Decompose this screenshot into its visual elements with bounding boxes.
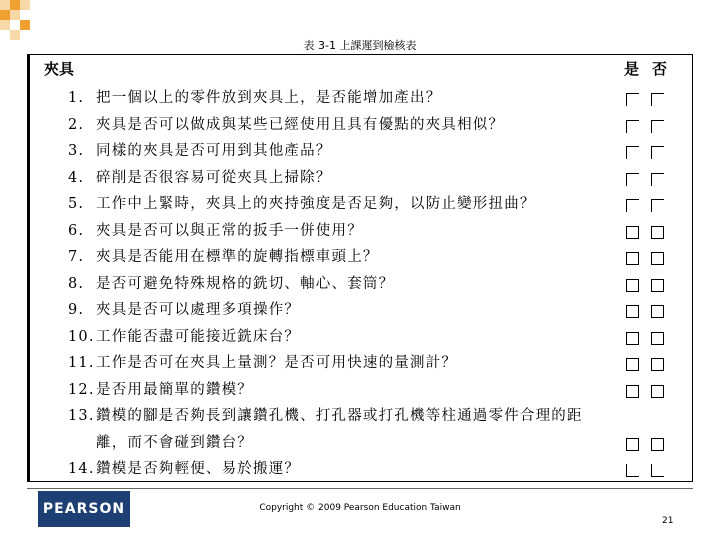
checkbox-no[interactable] — [651, 93, 664, 106]
checkbox-yes[interactable] — [626, 464, 639, 477]
question-text: 工作中上緊時，夾具上的夾持強度是否足夠，以防止變形扭曲？ — [96, 196, 536, 212]
question-item — [68, 192, 536, 213]
question-item — [68, 113, 504, 134]
question-item — [68, 325, 300, 346]
question-number: 14. — [68, 461, 95, 477]
question-item — [68, 457, 300, 478]
question-number: 6. — [68, 222, 85, 239]
checkbox-yes[interactable] — [626, 385, 639, 398]
question-number: 4. — [68, 169, 85, 186]
question-text: 鑽模是否夠輕便、易於搬運？ — [96, 461, 301, 477]
checkbox-no[interactable] — [651, 438, 664, 451]
question-item — [68, 378, 253, 399]
checkbox-no[interactable] — [651, 252, 664, 265]
question-number: 7. — [68, 249, 85, 265]
question-text: 夾具是否可以做成與某些已經使用且具有優點的夾具相似？ — [96, 116, 505, 133]
checkbox-no[interactable] — [651, 226, 664, 239]
question-text: 是否用最簡單的鑽模？ — [96, 381, 253, 398]
question-text: 碎削是否很容易可從夾具上掃除？ — [96, 169, 332, 186]
checkbox-yes[interactable] — [626, 332, 639, 345]
question-text: 夾具是否能用在標準的旋轉指標車頭上？ — [96, 249, 379, 265]
checkbox-no[interactable] — [651, 279, 664, 292]
page-number: 21 — [662, 516, 674, 526]
question-item — [68, 272, 394, 293]
question-item — [68, 219, 363, 240]
question-number: 9. — [68, 302, 85, 318]
checkbox-no[interactable] — [651, 173, 664, 186]
checkbox-yes[interactable] — [626, 93, 639, 106]
question-number: 13. — [68, 408, 95, 424]
question-text: 夾具是否可以與正常的扳手一併使用？ — [96, 222, 363, 239]
question-item — [68, 404, 583, 425]
checkbox-yes[interactable] — [626, 279, 639, 292]
column-yes-header: 是 — [624, 60, 640, 78]
page-title: 表 3-1 上課遲到檢核表 — [303, 39, 417, 52]
checkbox-no[interactable] — [651, 464, 664, 477]
question-item — [68, 166, 332, 187]
checkbox-yes[interactable] — [626, 173, 639, 186]
checkbox-yes[interactable] — [626, 120, 639, 133]
question-number: 11. — [68, 355, 95, 371]
checkbox-yes[interactable] — [626, 199, 639, 212]
checkbox-yes[interactable] — [626, 305, 639, 318]
question-text: 同樣的夾具是否可用到其他產品？ — [96, 143, 332, 159]
question-item — [68, 351, 457, 372]
question-item — [68, 245, 379, 266]
question-text: 工作是否可在夾具上量測？是否可用快速的量測計？ — [96, 355, 458, 371]
question-item — [68, 86, 441, 107]
footer-divider — [27, 488, 693, 489]
question-number: 3. — [68, 143, 85, 159]
checkbox-yes[interactable] — [626, 226, 639, 239]
question-text: 鑽模的腳是否夠長到讓鑽孔機、打孔器或打孔機等柱通過零件合理的距 — [96, 408, 583, 424]
checkbox-no[interactable] — [651, 305, 664, 318]
question-number: 2. — [68, 116, 85, 133]
checkbox-no[interactable] — [651, 358, 664, 371]
checkbox-no[interactable] — [651, 146, 664, 159]
column-no-header: 否 — [652, 60, 668, 78]
checkbox-yes[interactable] — [626, 252, 639, 265]
frame-heading: 夾具 — [44, 60, 75, 78]
question-number: 10. — [68, 328, 95, 345]
question-number: 5. — [68, 196, 85, 212]
question-item — [68, 298, 300, 319]
copyright-text: Copyright © 2009 Pearson Education Taiwan — [259, 503, 461, 513]
question-item — [68, 139, 332, 160]
checkbox-yes[interactable] — [626, 358, 639, 371]
checkbox-no[interactable] — [651, 120, 664, 133]
pearson-logo: PEARSON — [38, 491, 130, 527]
question-text: 是否可避免特殊規格的銑切、軸心、套筒？ — [96, 275, 395, 292]
checkbox-no[interactable] — [651, 385, 664, 398]
question-text: 把一個以上的零件放到夾具上，是否能增加產出？ — [96, 90, 442, 106]
checkbox-no[interactable] — [651, 332, 664, 345]
question-number: 8. — [68, 275, 85, 292]
question-number: 1. — [68, 90, 85, 106]
checkbox-no[interactable] — [651, 199, 664, 212]
question-text: 工作能否盡可能接近銑床台？ — [96, 328, 301, 345]
checkbox-yes[interactable] — [626, 146, 639, 159]
question-item — [68, 431, 253, 452]
question-text: 離，而不會碰到鑽台？ — [96, 434, 253, 451]
checkbox-yes[interactable] — [626, 438, 639, 451]
question-number: 12. — [68, 381, 95, 398]
question-text: 夾具是否可以處理多項操作？ — [96, 302, 301, 318]
